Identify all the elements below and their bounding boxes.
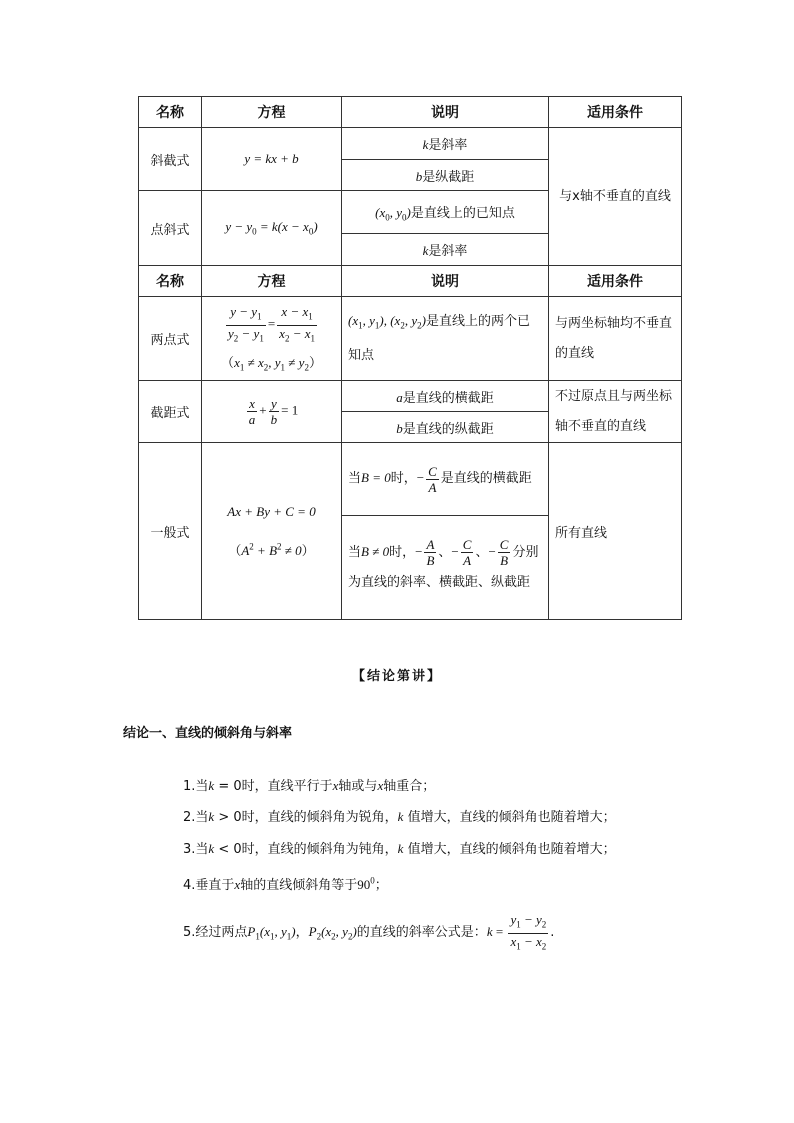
desc-two-point: ($x_1$, $y_1$), ($x_2$, $y_2$)是直线上的两个已知点 bbox=[342, 297, 549, 381]
condition-two-point: 与两坐标轴均不垂直的直线 bbox=[549, 297, 682, 381]
condition-not-vertical: 与x轴不垂直的直线 bbox=[549, 128, 682, 266]
desc-general-1: 当B = 0时，− $\frac{C}{A}$ 是直线的横截距 bbox=[342, 443, 549, 516]
condition-general: 所有直线 bbox=[549, 443, 682, 620]
header-description: 说明 bbox=[342, 97, 549, 128]
desc-intercept-2: b是直线的纵截距 bbox=[342, 412, 549, 443]
equation-general: Ax + By + C = 0 $(A^2 + B^2 \ne 0)$ bbox=[202, 443, 342, 620]
table-row bbox=[139, 443, 682, 516]
desc-general-2: 当B ≠ 0时，− $\frac{A}{B}$ 、− $\frac{C}{A}$ 、− $\frac{C}{B}$ 分别为直线的斜率、横截距、纵截距 bbox=[342, 516, 549, 620]
equation-slope-intercept: y = kx + b bbox=[202, 128, 342, 191]
line-equation-table bbox=[138, 96, 682, 620]
header-name: 名称 bbox=[139, 97, 202, 128]
desc-intercept-1: a是直线的横截距 bbox=[342, 381, 549, 412]
list-item: 1.当k = 0时，直线平行于x轴或与x轴重合； bbox=[183, 778, 436, 794]
header-equation: 方程 bbox=[202, 266, 342, 297]
list-item: 3.当k < 0时，直线的倾斜角为钝角，k 值增大，直线的倾斜角也随着增大； bbox=[183, 841, 616, 857]
table-header-row bbox=[139, 97, 682, 128]
desc-slope-intercept-2: b是纵截距 bbox=[342, 160, 549, 191]
row-name-intercept: 截距式 bbox=[139, 381, 202, 443]
row-name-general: 一般式 bbox=[139, 443, 202, 620]
equation-point-slope: $y - y_0 = k(x - x_0)$ bbox=[202, 191, 342, 266]
conclusion-heading: 【结论第讲】 bbox=[351, 669, 442, 684]
header-condition: 适用条件 bbox=[549, 266, 682, 297]
row-name-two-point: 两点式 bbox=[139, 297, 202, 381]
row-name-slope-intercept: 斜截式 bbox=[139, 128, 202, 191]
header-equation: 方程 bbox=[202, 97, 342, 128]
header-condition: 适用条件 bbox=[549, 97, 682, 128]
list-item: 2.当k > 0时，直线的倾斜角为锐角，k 值增大，直线的倾斜角也随着增大； bbox=[183, 809, 616, 825]
header-description: 说明 bbox=[342, 266, 549, 297]
desc-slope-intercept-1: k是斜率 bbox=[342, 128, 549, 160]
row-name-point-slope: 点斜式 bbox=[139, 191, 202, 266]
desc-point-slope-2: k是斜率 bbox=[342, 234, 549, 266]
list-item: 4.垂直于x轴的直线倾斜角等于$90^0$； bbox=[183, 875, 388, 893]
equation-two-point: $\frac{y - y_1}{y_2 - y_1}$ = $\frac{x - x_1}{x_2 - x_1}$ （$x_1 \ne x_2$, $y_1 \ne y_2$） bbox=[202, 297, 342, 381]
table-row bbox=[139, 297, 682, 381]
section-heading: 结论一、直线的倾斜角与斜率 bbox=[123, 726, 293, 741]
condition-intercept: 不过原点且与两坐标轴不垂直的直线 bbox=[549, 381, 682, 443]
header-name: 名称 bbox=[139, 266, 202, 297]
table-header-row-repeat bbox=[139, 266, 682, 297]
desc-point-slope-1: ($x_0$, $y_0$)是直线上的已知点 bbox=[342, 191, 549, 234]
table-row bbox=[139, 128, 682, 160]
list-item: 5.经过两点$P_1(x_1$, $y_1$)，$P_2(x_2$, $y_2$)的直线的斜率公式是：k = $\frac{y_1 - y_2}{x_1 - x_2}$ . bbox=[183, 912, 555, 952]
table-row bbox=[139, 381, 682, 412]
equation-intercept: $\frac{x}{a}$ + $\frac{y}{b}$ = 1 bbox=[202, 381, 342, 443]
